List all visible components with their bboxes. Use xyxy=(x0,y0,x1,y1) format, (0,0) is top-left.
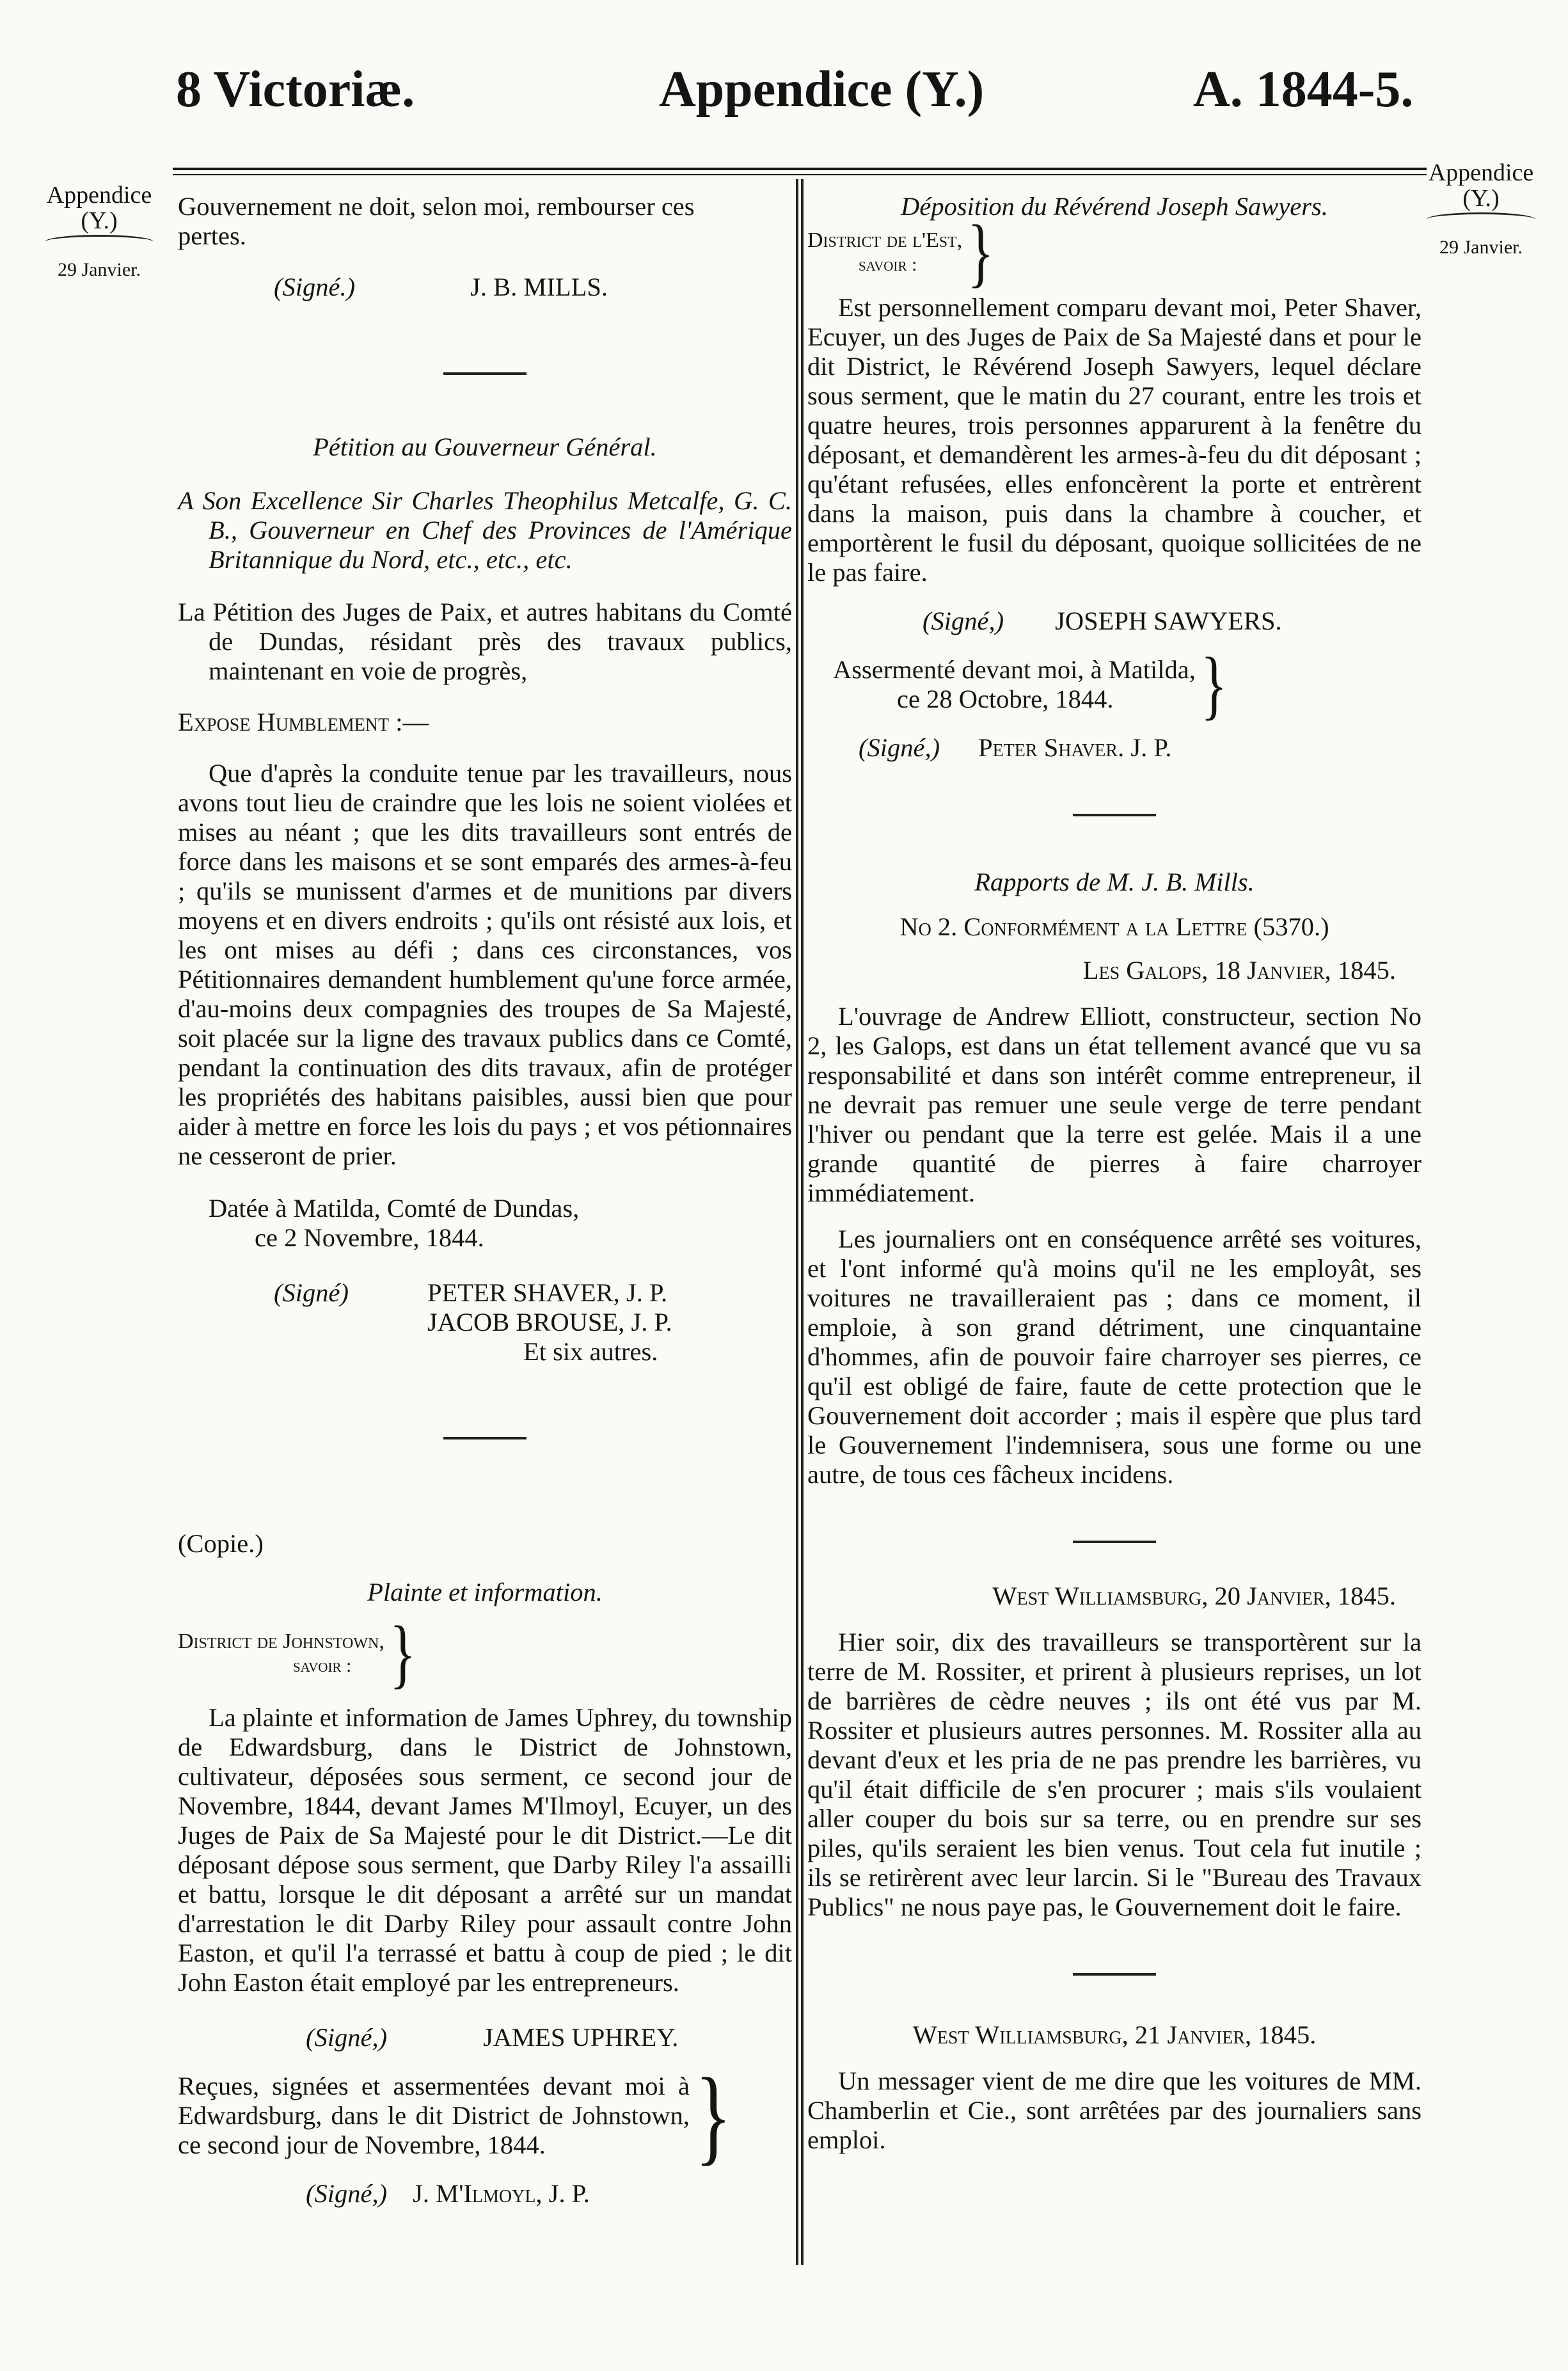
signature-label: (Signé,) xyxy=(859,733,940,762)
margin-note-right xyxy=(1414,160,1548,260)
petition-body: Que d'après la conduite tenue par les travailleurs, nous avons tout lieu de craindre que les lois ne soient violées et mises au néant ; que les dits travailleurs sont entrés de force dans les maisons et se sont emparés des armes-à-feu ; qu'ils se munissent d'armes et de munitions par divers moyens et en divers endroits ; qu'ils ont résisté aux lois, et les ont mises au défi ; dans ces circonstances, vos Pétitionnaires demandent humblement qu'une force armée, d'au-moins deux compagnies des troupes de Sa Majesté, soit placée sur la ligne des travaux publics dans ce Comté, pendant la continuation des dits travaux, afin de protéger les propriétés des habitans paisibles, aussi bien que pour aider à mettre en force les lois du pays ; et vos pétionnaires ne cesseront de prier. xyxy=(178,759,792,1170)
copie-label: (Copie.) xyxy=(178,1529,264,1558)
column-divider-1 xyxy=(796,179,798,2265)
district-name: District de Johnstown, xyxy=(178,1630,384,1653)
right-column xyxy=(807,192,1421,2155)
deposition-title: Déposition du Révérend Joseph Sawyers. xyxy=(901,192,1328,221)
dateline-galops: Les Galops, 18 Janvier, 1845. xyxy=(1082,956,1396,985)
separator xyxy=(1073,814,1156,816)
margin-right-brace xyxy=(1427,212,1535,219)
header-right: A. 1844-5. xyxy=(1193,61,1414,118)
rapports-title: Rapports de M. J. B. Mills. xyxy=(974,868,1255,896)
signature-label: (Signé.) xyxy=(274,273,356,301)
district-savoir: savoir : xyxy=(859,254,917,275)
margin-right-label: Appendice xyxy=(1428,159,1534,186)
signature-mills xyxy=(178,273,792,302)
signature-shaver xyxy=(807,733,1421,763)
report-paragraph-4: Un messager vient de me dire que les voitures de MM. Chamberlin et Cie., sont arrêtées par des journaliers sans emploi. xyxy=(807,2066,1421,2154)
signature-name: JAMES UPHREY. xyxy=(483,2023,679,2052)
margin-note-left xyxy=(35,182,163,283)
deposition-body: Est personnellement comparu devant moi, Peter Shaver, Ecuyer, un des Juges de Paix de Sa Majesté dans et pour le dit District, le Révérend Joseph Sawyers, lequel déclare sous serment, que le matin du 27 courant, entre les trois et quatre heures, trois personnes apparurent à la fenêtre du déposant, et demandèrent les armes-à-feu du dit déposant ; qu'étant refusées, elles enfoncèrent la porte et entrèrent dans la maison, puis dans la chambre à coucher, et emportèrent le fusil du déposant, quoique sollicitées de ne le pas faire. xyxy=(807,293,1421,587)
sworn-block xyxy=(833,641,1421,728)
separator xyxy=(1073,1973,1156,1976)
recues-block xyxy=(178,2056,792,2175)
district-est xyxy=(807,209,1421,296)
report-paragraph-1: L'ouvrage de Andrew Elliott, constructeur, section No 2, les Galops, est dans un état tellement avancé que vu sa responsabilité et dans son intérêt comme entrepreneur, il ne devrait pas remuer une seule verge de terre pendant l'hiver ou pendant que la terre est gelée. Mais il a une grande quantité de pierres à faire charroyer immédiatement. xyxy=(807,1002,1421,1207)
margin-left-sub: (Y.) xyxy=(81,207,118,234)
signature-sawyers xyxy=(807,607,1421,636)
separator xyxy=(1073,1541,1156,1543)
signature-label: (Signé,) xyxy=(306,2179,388,2208)
signature-name-2: JACOB BROUSE, J. P. xyxy=(427,1308,672,1336)
plainte-title: Plainte et information. xyxy=(367,1578,603,1606)
left-column xyxy=(178,192,792,2208)
signature-mcilmoyl xyxy=(178,2179,792,2208)
petition-title: Pétition au Gouverneur Général. xyxy=(313,432,657,461)
petition-dated-2: ce 2 Novembre, 1844. xyxy=(255,1223,484,1252)
brace-icon: } xyxy=(695,2056,732,2175)
signature-label: (Signé) xyxy=(274,1278,349,1307)
district-name: District de l'Est, xyxy=(807,228,963,252)
margin-right-sub: (Y.) xyxy=(1462,185,1500,212)
signature-name-3: Et six autres. xyxy=(523,1337,658,1366)
margin-left-brace xyxy=(45,235,154,242)
signature-uphrey xyxy=(178,2023,792,2052)
signature-name: J. M'Ilmoyl, J. P. xyxy=(413,2179,590,2208)
brace-icon: } xyxy=(967,209,994,296)
continuation-line-1: Gouvernement ne doit, selon moi, rembourser ces xyxy=(178,192,695,221)
signature-label: (Signé,) xyxy=(923,607,1004,635)
report-paragraph-2: Les journaliers ont en conséquence arrêté ses voitures, et l'ont informé qu'à moins qu'il ne les employât, ses voitures ne travailleraient pas ; dans ce moment, il emploie, à son grand détriment, une cinquantaine d'hommes, afin de pouvoir faire charroyer ses pierres, ce qu'il est obligé de faire, faute de cette protection que le Gouvernement doit accorder ; mais il espère que plus tard le Gouvernement l'indemnisera, sous une forme ou une autre, de tous ces fâcheux incidens. xyxy=(807,1225,1421,1489)
signature-label: (Signé,) xyxy=(306,2023,388,2052)
signature-name: J. B. MILLS. xyxy=(470,273,608,301)
signature-petition xyxy=(178,1278,792,1367)
letter-reference: No 2. Conformément a la Lettre (5370.) xyxy=(899,912,1329,941)
petition-address: A Son Excellence Sir Charles Theophilus Metcalfe, G. C. B., Gouverneur en Chef des Provinces de l'Amérique Britannique du Nord, etc., etc., etc. xyxy=(178,486,792,574)
brace-icon: } xyxy=(1200,641,1228,728)
header-rule-bottom xyxy=(173,174,1427,175)
header-left: 8 Victoriæ. xyxy=(176,61,415,118)
district-savoir: savoir : xyxy=(293,1655,352,1676)
dateline-williamsburg-21: West Williamsburg, 21 Janvier, 1845. xyxy=(912,2020,1317,2049)
signature-name: JOSEPH SAWYERS. xyxy=(1055,607,1282,635)
signature-name: Peter Shaver. J. P. xyxy=(978,733,1172,762)
recues-text: Reçues, signées et assermentées devant moi à Edwardsburg, dans le dit District de Johnstown, ce second jour de Novembre, 1844. xyxy=(178,2072,690,2159)
brace-icon: } xyxy=(389,1610,416,1697)
expose-heading: Expose Humblement :— xyxy=(178,708,429,736)
margin-left-label: Appendice xyxy=(46,182,152,209)
petition-intro: La Pétition des Juges de Paix, et autres habitans du Comté de Dundas, résidant près des travaux publics, maintenant en voie de progrès, xyxy=(178,598,792,685)
district-johnstown xyxy=(178,1610,792,1697)
header-center: Appendice (Y.) xyxy=(659,61,985,118)
column-divider-2 xyxy=(801,179,804,2265)
separator xyxy=(443,372,527,375)
continuation-line-2: pertes. xyxy=(178,221,246,250)
header-rule-top xyxy=(173,168,1427,170)
margin-left-date: 29 Janvier. xyxy=(58,259,141,280)
sworn-line-1: Assermenté devant moi, à Matilda, xyxy=(833,655,1196,684)
plainte-body: La plainte et information de James Uphrey, du township de Edwardsburg, dans le District de Johnstown, cultivateur, déposées sous serment, ce second jour de Novembre, 1844, devant James M'Ilmoyl, Ecuyer, un des Juges de Paix de Sa Majesté pour le dit District.—Le dit déposant dépose sous serment, que Darby Riley l'a assailli et battu, lorsque le dit déposant a arrêté sur un mandat d'arrestation le dit Darby Riley pour assault contre John Easton, et qu'il l'a terrassé et battu à coup de pied ; le dit John Easton était employé par les entrepreneurs. xyxy=(178,1703,792,1997)
separator xyxy=(443,1437,527,1439)
petition-dated-1: Datée à Matilda, Comté de Dundas, xyxy=(209,1194,580,1223)
report-paragraph-3: Hier soir, dix des travailleurs se transportèrent sur la terre de M. Rossiter, et prirent à plusieurs reprises, un lot de barrières de cèdre neuves ; ils ont été vus par M. Rossiter et plusieurs autres personnes. M. Rossiter alla au devant d'eux et les pria de ne pas prendre les barrières, vu qu'il était difficile de s'en procurer ; mais s'ils voulaient aller couper du bois sur sa terre, ou en prendre sur ses piles, qu'ils seraient les bien venus. Tout cela fut inutile ; ils se retirèrent avec leur larcin. Si le "Bureau des Travaux Publics" ne nous paye pas, le Gouvernement doit le faire. xyxy=(807,1628,1421,1921)
signature-name-1: PETER SHAVER, J. P. xyxy=(427,1278,668,1307)
dateline-williamsburg-20: West Williamsburg, 20 Janvier, 1845. xyxy=(992,1582,1396,1610)
sworn-line-2: ce 28 Octobre, 1844. xyxy=(897,685,1114,713)
margin-right-date: 29 Janvier. xyxy=(1439,237,1523,258)
